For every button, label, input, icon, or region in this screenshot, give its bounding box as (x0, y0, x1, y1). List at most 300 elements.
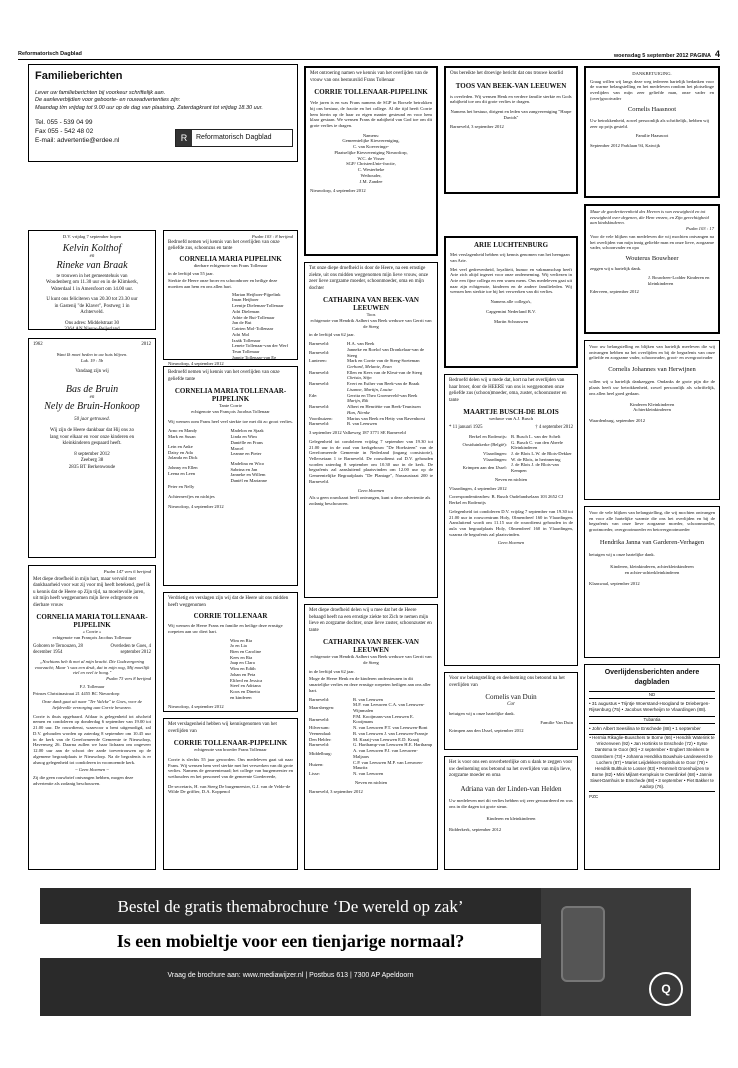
ad-signature: Namens alle collega's, (490, 299, 532, 305)
page-info: woensdag 5 september 2012 PAGINA 4 (613, 49, 720, 59)
ad-note: ~ Geen bloemen ~ (75, 767, 109, 773)
family-place: Barneveld: (309, 381, 330, 387)
ad-note: Als u geen rouwkaart heeft ontvangen, kunt u deze advertentie als zodanig beschouwen. (309, 495, 431, 507)
ad-adriana-van-der-linden (444, 756, 578, 870)
family-member: B. van Leeuwen (353, 696, 383, 702)
family-place: Barneveld: (309, 742, 330, 748)
signatory: Jo en Lia (230, 643, 247, 649)
signatory: Johan en Peta (230, 671, 256, 677)
ad-arie-luchtenburg (444, 236, 578, 368)
family-member: W. de Blois, in herinnering (511, 456, 561, 462)
ad-headline: Bestel de gratis themabrochure ‘De wereld op zak’ (117, 897, 464, 916)
signatory: Arno en Mandy (168, 428, 198, 434)
ad-kolthof (28, 230, 156, 333)
ad-signature: F.J. Tollenaar (79, 683, 105, 689)
signatory: Sabrina en Jan (230, 466, 258, 472)
ad-cornelia-family (28, 565, 156, 870)
ad-verse-ref: Psalm 103 : 17 (686, 226, 714, 232)
signatory: Leentje Dieleman-Tollenaar (232, 303, 284, 309)
ad-note: Sterkte de Heere onze broer en schoonbroer en heilige deze moeiten aan hem en ons allen hart. (168, 278, 278, 289)
mediawijzer-logo: Q (649, 972, 683, 1006)
overlijdensberichten-andere-dagbladen (584, 664, 720, 870)
rd-logo: R Reformatorisch Dagblad (175, 129, 293, 147)
ad-date: Ederveen, september 2012 (590, 289, 639, 295)
signatory: Jolanda en Dick (168, 455, 198, 461)
ad-body: Voor de vele blijken van medeleven die wij mochten ontvangen na het overlijden van mijn innig geliefde man en onze lieve, zorgzame vader, schoonvader en opa (590, 233, 714, 251)
signatory: Namens: (362, 132, 380, 138)
deceased-name: Cornelis Haasnoot (627, 105, 677, 113)
ad-address: 3 september 2012 Valkeweg 187 3771 SE Barneveld (309, 430, 406, 436)
ad-body: Corrie is slechts 55 jaar geworden. Ons medeleven gaat uit naar Frans. Wij wensen hem veel sterkte met het verwerken van dit grote verlies. Namens de gemeenteraad; het college van burgemeester en wethouders en het personeel van de gemeente Goedereede, (168, 756, 293, 779)
ad-note: Wij wensen de Heere Frans en familie en heilige deze ernstige roepeten aan uw diert hart. (168, 623, 283, 634)
fb-info-1: Lever uw familieberichten bij voorkeur schriftelijk aan. (35, 89, 166, 96)
family-member: G. Harthamp-van Leeuwen H.E. Harthamp (353, 742, 433, 748)
ad-date: Nieuwdorp, 4 september 2012 (168, 360, 224, 366)
ad-signature: Capgemini Nederland B.V. (486, 308, 536, 314)
ad-note: Geen bloemen (357, 487, 385, 493)
signatory: Iman Heijboer (232, 297, 259, 303)
ad-signature: Namens het bestuur, dirigent en leden van zangvereniging "Harpe Davids" (450, 109, 572, 120)
ad-date: Vlaardingen, 4 september 2012 (449, 485, 507, 491)
ad-text: D.V. vrijdag 7 september hopen (62, 234, 122, 239)
ad-corrie-sgp (304, 66, 438, 256)
family-member: N. van Leeuwen (353, 771, 384, 777)
ad-body: willen wij u hartelijk dankzeggen. Ondanks de grote pijn die de plaats heeft uw betrokkenheid, zowel persoonlijk als schriftelijk, ons allen heel goed gedaan. (589, 379, 715, 396)
ad-line: kleinkinderen gespaard heeft. (62, 441, 122, 447)
family-place: Veenendaal: (309, 730, 332, 736)
signatory: Bien en Caroline (230, 648, 262, 654)
family-member: H.A. van Beek (347, 341, 375, 347)
ad-line: te trouwen in het gemeentehuis van (56, 273, 128, 279)
family-list (309, 341, 433, 427)
deceased-name: CORRIE TOLLENAAR-PIJPELINK (173, 739, 288, 747)
family-member: Ellen en Kees van de Kleut-van de Steeg (347, 369, 423, 375)
ad-body: zeggen wij u hartelijk dank. (590, 266, 642, 272)
family-place: Barneveld: (309, 369, 330, 375)
ad-question: Is een mobieltje voor een tienjarige normaal? (40, 924, 541, 958)
ad-catharina-family (304, 262, 438, 598)
ad-body (33, 274, 151, 334)
ad-body: Gelegenheid tot condoleren D.V. vrijdag 7 september van 19.30 tot 21.00 uur in rouwcentrum Holy, Olmendreef 160 in Vlaardingen. Aansluitend wordt om 11.15 uur de rouwdienst gehouden in de aula van begraafplaats Holy, Olmendreef 160 in Vlaardingen, waarna de begrafenis zal plaatsvinden. (449, 508, 573, 537)
deceased-name: CATHARINA VAN BEEK-VAN LEEUWEN (323, 296, 419, 313)
family-member: Albert en Henriëtte van Beek-Teunissen (347, 404, 421, 410)
family-member: J. de Blois J. de Blois-van Kempen (511, 462, 559, 474)
signatory: Koos en Dinetta (230, 689, 260, 695)
deceased-name: Cornelis van Duin (485, 693, 537, 701)
ad-title: DANKBETUIGING. (632, 71, 672, 76)
ad-verse-ref: Luk. 19 : 5b (80, 357, 104, 363)
ad-date: Waardenburg, september 2012 (589, 418, 646, 423)
signatories (310, 133, 432, 185)
ad-signature: Kinderen Kleinkinderen Achterkleinkinderen (629, 401, 675, 413)
ad-body (33, 428, 151, 471)
signatory: Jaap en Clara (230, 660, 255, 666)
ad-note: Zij die geen rouwbrief ontvangen hebben, mogen deze advertentie als zodanig beschouwen. (33, 774, 134, 786)
ad-body: Graag willen wij langs deze weg iedereen hartelijk bedanken voor de warme belangstelling en het medeleven rondom het plotselinge overlijden van mijn zeer geliefde man, onze vader en (over)grootvader (590, 78, 714, 101)
ad-toos-koor (444, 66, 578, 194)
signatory: Teun Tollenaar (232, 349, 260, 355)
oh-paper: • Hermia Rikaglie-Buuschers te Borne (66) • Hendrik Waterink te Vriezenveen (92) • Jan Hortinks te Enschede (72) • Sytse Dantsma te Goor (80) • 2 september • Engbert Steinkers te Gramsbern (73) • Johanna Hendrika Bouwhuis-Landeweerd te Lochem (87) • Mariet Leijdekkers-Spitshuis te Goor (78) • Hendrik Bulthuis te Losser (83) • Remmelt Groenhuijzen te Borne (82) • Mini Mijlant-Kempkuis te Overdinkel (68) • Jannie Siwet-Damhuis te Enschede (88) • 3 september • Piet Bakker te Aadorp (76). (589, 734, 715, 791)
family-member: B. van Leeuwen J. van Leeuwen-Fransje (353, 730, 428, 736)
signatory: Catrien Mol-Tollenaar (232, 326, 274, 332)
ad-dates (449, 425, 573, 431)
ad-body: Voor de vele blijken van belangstelling, die wij mochten ontvangen en voor alle hartelijke warmte die ons het overlijden en bij de begrafenis van onze lieve zorgzame moeder, schoonmoeder, grootmoeder, overgrootmoeder en betovergrootmoeder (589, 510, 715, 533)
deceased-name: ARIE LUCHTENBURG (473, 241, 549, 249)
ad-year: 2012 (141, 342, 151, 347)
ad-intro: Verdrietig en verslagen zijn wij dat de Heere uit ons midden heeft weggenomen (168, 596, 289, 608)
family-place: Vlaardingen: (483, 456, 507, 462)
signatory: Plaatselijke Kiesvereniging Nieuwdorp, (334, 149, 408, 155)
email-link[interactable]: E-mail: advertentie@erdee.nl (35, 137, 120, 145)
family-place: Krimpen aan den IJssel: (462, 465, 507, 471)
ad-line: 3364 AN Nieuw-Beijerland (64, 327, 120, 333)
ad-sub: « Corrie » (82, 629, 102, 635)
ad-signature: Familie Haasnoot (635, 133, 669, 139)
signatory: Steef en Adriana (230, 683, 261, 689)
signatory: Mark en Susan (168, 434, 196, 440)
signatory: Daisy en Ada (168, 449, 193, 455)
ad-born: Goboren te Ternouzen, 28 december 1954 (33, 643, 83, 655)
ad-body: betuigen wij u onze hartelijke dank. (589, 552, 655, 558)
familieberichten-box (28, 64, 298, 162)
deceased-name: CORNELIA MARIA PIJPELINK (179, 254, 282, 263)
signatory: Adri Dieleman (232, 308, 260, 314)
ad-intro: Bedroefd delen wij u mede dat, kort na het overlijden van haar broer, door de HEERE van ons is weggenomen onze geliefde zus (schoon)moeder, oma, zuster, schoonzuster en tante (449, 378, 567, 403)
family-member: Christa, Stijn (347, 375, 372, 381)
ad-note: Wij wensen oom Frans heel veel sterkte toe met dit zo groot verlies. (168, 418, 293, 424)
ad-contact: Vraag de brochure aan: www.mediawijzer.nl | Postbus 613 | 7300 AP Apeldoorn (167, 972, 414, 979)
family-member: Marius van Beek en Hetty van Ravenhorst (347, 415, 426, 421)
ad-body: Gelegenheid tot condoleren vrijdag 7 september van 19.30 tot 21.00 uur in de zaal van kerkgebouw "De Hoeksteen" van de Gereformeerde Gemeente in Nederland (ingang consistorie), Vellerseiaan 1 te Barneveld. De rouwdienst zal D.V. gehouden worden zaterdag 8 september om 10.30 uur in de kerk. De begrafenis zal aansluitend plaatsvinden om 12.00 uur op de Gemeentelijke Begraafplaats "De Plantage", Nassaustraat 200 te Barneveld. (309, 438, 433, 484)
ad-note: Moge de Heere Henk en de kinderen ondersteunen in dit smartelijke verlies en deze ernstige roepeten heiligen aan ons aller hart. (309, 676, 431, 693)
family-place: Oostduinkerke (België): (462, 442, 507, 448)
ad-intro: Bedroefd nemen wij kennis van het overlijden van onze geliefde tante (168, 370, 280, 382)
fax: Fax 055 - 542 48 02 (35, 128, 94, 136)
deceased-name: CORNELIA MARIA TOLLENAAR-PIJPELINK (36, 613, 148, 630)
ad-intro: Met diepe droefheid in mijn hart, maar vervuld met dankbaarheid voor wat zij voor mij heeft betekend, geef ik u kennis dat de Heere op Zijn tijd, na moeitevolle jaren, uit mijn heeft weggenomen mijn lieve echtgenote en dierbare vrouw (33, 576, 151, 608)
ad-line: Waterdaal 1 in Amersfoort om 14.00 uur. (50, 286, 134, 292)
ad-line: Achterveld. (80, 310, 104, 316)
family-place: Barneveld: (309, 341, 330, 347)
ad-note: Onze dank gaat uit naar "Ter Valcke" te Goes, voor de liefdevolle verzorging aan Corrie bewezen. (41, 699, 142, 710)
ad-body: Uw medeleven met dit verlies hebben wij zeer gewaardeerd en was ons in die dagen tot grote steun. (449, 798, 573, 809)
ad-date: Krimpen aan den IJssel, september 2012 (449, 728, 524, 734)
signatory: Daniëlle en Frans (230, 439, 263, 445)
ad-date: Barneveld, 3 september 2012 (309, 788, 363, 794)
ad-signature: Neven en nichten (354, 779, 388, 785)
oh-title: Overlijdensberichten andere dagbladen (604, 669, 700, 686)
phone-icon (561, 906, 605, 982)
ad-text: en (89, 394, 95, 400)
ad-intro: Tot onze diepe droefheid is door de Heere, na een ernstige ziekte, uit ons midden weggenomen mijn lieve vrouw, onze zeer lieve zorgzame moeder, schoonmoeder, oma en mijn dochter (309, 266, 429, 291)
ad-verse: Want Ik moet heden in uw huis blijven. (56, 351, 128, 357)
ad-text: en (89, 253, 95, 259)
family-member: Evert en Esther van Beek-van de Braak (347, 381, 420, 387)
signatory: Wethouder, (360, 172, 382, 178)
ad-sub: weduwe van A.J. Busch (488, 416, 534, 422)
signatory: Martan Heijboer-Pijpelink (232, 291, 281, 297)
ad-intro: Met verslagenheid hebben wij kennisgenomen van het overlijden van (168, 722, 277, 734)
ad-line: in Gastenij "de Klaver", Postweg 1 in (54, 303, 130, 309)
ad-body: betuigen wij u onze hartelijke dank. (449, 711, 515, 716)
ad-quote-ref: Psalm 73 vers 8 berijmd (106, 675, 151, 681)
family-place: Ede: (309, 392, 318, 398)
ad-body: Corrie is thuis opgebaard. Afdaar is gelegenheid tot afscheid nemen en condoleren op donderdag 6 september van 19.00 tot 21.00 uur. De rouwdienst, waarvoor u bent uitgenodigd, zal D.V. gehouden worden op zaterdag 8 september om 10.45 uur in de kerk van de Gereformeerde Gemeente te Nieuwdorp, Havenweg 26. Daarna zullen we haar lichaam om ongeveer 12.00 uur aan de schoot der aarde toevertrouwen op de algemene begraafplaats te Nieuwdorp. Na de begrafenis is er alsnog gelegenheid tot condoleren in voornoemde kerk. (33, 713, 151, 765)
ad-date: Nieuwdorp, 4 september 2012 (168, 703, 224, 709)
signatory: Kees en Ria (230, 654, 253, 660)
family-place: Barneveld: (309, 349, 330, 355)
deceased-name: MAARTJE BUSCH-DE BLOIS (463, 408, 559, 416)
person-name: Nely de Bruin-Honkoop (44, 400, 140, 412)
ad-intro: Ons bereikte het droevige bericht dat ons trouwe koorlid (450, 71, 564, 76)
ad-text: 50 jaar getrouwd. (74, 416, 110, 422)
signatory: W.C. de Visser (357, 155, 385, 161)
ad-body: Uw betrokkenheid, zowel persoonlijk als schriftelijk, hebben wij zeer op prijs gesteld. (590, 117, 710, 129)
signatory: Adrie de But-Tollenaar (232, 314, 275, 320)
signatory: Leanne en Pieter (230, 451, 262, 457)
ad-signature: J. Bouwheer-Lodder Kinderen en kleinkinderen (648, 275, 710, 286)
family-place: Barneveld: (309, 404, 330, 410)
signatories (230, 638, 293, 701)
oh-paper: Tubantia (589, 716, 715, 724)
ad-body: Voor uw belangstelling en blijken van hartelijk meeleven die wij ontvangen hebben na het overlijden en bij de begrafenis van onze geliefde en zorgzame vader, schoonvader, groot- en overgrootvader (589, 344, 715, 361)
mediawijzer-advertisement[interactable] (40, 888, 691, 1016)
signatory: Daniël en Marianne (230, 478, 267, 484)
ad-sub: Tante Corrie (218, 403, 243, 409)
deceased-name: Wouterus Bouwheer (625, 255, 679, 263)
deceased-name: Hendrika Janna van Garderen-Verhagen (599, 538, 705, 546)
deceased-name: Cornelis Johannes van Herwijnen (608, 366, 696, 374)
signatory: Jannie Tollenaar-van Ee (232, 354, 277, 360)
family-member: G. Busch C. van den Abeele Kleinkinderen (511, 439, 563, 451)
ad-cornelis-van-herwijnen (584, 340, 720, 500)
ad-line: 8 september 2012 (74, 451, 110, 457)
oh-paper: ND (589, 691, 715, 699)
family-place: Lunteren: (309, 358, 327, 364)
ad-intro: Bedroefd nemen wij kennis van het overlijden van onze geliefde zus, schoonzus en tante (168, 239, 280, 252)
signatory: Madelon en Sjaak (230, 428, 264, 434)
family-place: Maarsbergen: (309, 705, 335, 711)
ad-body: Vele jaren is en was Frans namens de SGP in Borsele betrokken bij ons bestuur, de fractie en het college. Al die tijd heeft Corrie hem hierin op de haar zo eigen manier gesteund en voor hem klaar gestaan. We wensen Frans de nabijheid van God toe om dit grote verlies te dragen. (310, 100, 432, 128)
signatory: en kinderen (230, 694, 252, 700)
signatory: Wim en Edith (230, 666, 256, 672)
signatory: SGP/ ChristenUnie-fractie, (346, 161, 396, 167)
ad-photo (541, 888, 691, 1016)
ad-sub: echtgenote van Hendrik Aalbert van Beek weduwe van Gerrit van de Steeg (310, 654, 432, 665)
signatory: C. Westerbeke (357, 167, 385, 173)
ad-cornelis-van-duin (444, 672, 578, 750)
rd-logo-icon: R (176, 130, 192, 146)
ad-date: Ridderkerk, september 2012 (449, 827, 502, 833)
oh-list: • John Albert Seesilina te Enschede (88) • 1 september (589, 725, 701, 731)
family-place: Barneveld: (309, 696, 330, 702)
ad-died: † 4 september 2012 (535, 424, 573, 430)
ad-date: September 2012 Parklaan 94, Katwijk (590, 143, 661, 148)
ad-signature: Familie Van Duin (540, 719, 573, 725)
person-name: Kelvin Kolthof (62, 242, 122, 254)
ad-verse-ref: Psalm 103 : 8 berijmd (251, 234, 293, 239)
family-place: Den Helder: (309, 736, 332, 742)
ad-signature: De secretaris, H. van Steeg De burgemeester, G.J. van de Velde-de Wilde De griffier, D.A. Koppenol (168, 783, 291, 795)
family-place: Lisse: (309, 771, 320, 777)
ad-body: is overleden. Wij wensen Henk en verdere familie sterkte en Gods nabijheid toe om dit grote verlies te dragen. (450, 93, 572, 105)
ad-signature: Kinderen en kleinkinderen (486, 815, 536, 821)
signatory: Johnny en Ellen (168, 464, 198, 470)
ad-de-bruin (28, 338, 156, 558)
ad-intro: Met diepe droefheid delen wij u mee dat het de Heere behaagd heeft na een ernstige ziekte tot Zich te nemen mijn lieve en zorgzame dochter, onze lieve zuster, schoonzuster en tante (309, 608, 432, 633)
deceased-name: Adriana van der Linden-van Helden (460, 784, 562, 793)
family-member: Mark en Corrie van de Steeg-Soeteman (347, 358, 420, 364)
family-list (449, 434, 573, 474)
ad-text: Vandaag zijn wij (75, 369, 109, 375)
ad-sub: echtgenote van François Jacobus Tollenaar (191, 408, 270, 414)
signatory: Wim en Ria (230, 637, 253, 643)
fb-info-2: De aanleverbijdien voor geboorte- en rouwadvertenties zijn: (35, 97, 181, 104)
family-member: C.P. van Leeuwen M.P. van Leeuwen-Mauritz (353, 759, 424, 771)
ad-date: Barneveld, 3 september 2012 (450, 124, 504, 130)
family-member: Gerhard, Melanie, Evan (347, 363, 392, 369)
ad-intro: Het is voor ons een onverbeterlijke om u dank te zeggen voor uw deelneming ons betoond na het overlijden van mijn lieve, zorgzame moeder en oma (449, 760, 573, 778)
phone: Tel. 055 - 539 04 99 (35, 119, 93, 127)
signatory: Linda en Wim (230, 434, 257, 440)
ad-line: 2835 BT Berkenwoude (68, 464, 116, 470)
ad-year: 1962 (33, 342, 43, 347)
signatory: Izaäk Tollenaar (232, 337, 261, 343)
ad-line: Ons adres: Middelstraat 30 (64, 320, 120, 326)
signatory: Peter en Nelly (168, 484, 195, 490)
ad-intro: Met verslagenheid hebben wij kennis genomen van het heengaan van Arie. (450, 252, 570, 263)
signatory: Leena en Leen (168, 470, 196, 476)
ad-note: Geen bloemen (497, 539, 525, 545)
signatory: Elifred en Jessica (230, 677, 263, 683)
ad-intro: Voor uw belangstelling en deelneming ons betoond na het overlijden van (449, 676, 565, 688)
ad-dates (33, 644, 151, 656)
ad-address: Prinses Christinastraat 21 4455 BC Nieuwdorp (33, 691, 120, 697)
ad-died: Overleden te Goes, 4 september 2012 (110, 643, 151, 655)
ad-age: in de leeftijd van 62 jaar. (309, 668, 355, 674)
oh-list: • 31 augustus • Trijntje Woerstand-Hoogland te Driebergen-Rijsenburg (75) • Jacobus Weerheijm te Vlaardingen (88). (589, 700, 710, 713)
family-member: B. van Leeuwen (347, 421, 377, 427)
ad-sub: dierbare echtgenote van Frans Tollenaar (193, 262, 268, 268)
ad-verse-ref: Psalm 147 vers 6 berijmd (103, 569, 151, 574)
ad-quote: „Nochtans heb ik met al mijn kracht. Die Godsvergering voorzacht; Maar 't was een druk, dat in mijn oog, Mij moeilijk viel en veel te hoog." (34, 658, 150, 676)
ad-date: Nieuwdorp, 4 september 2012 (310, 188, 366, 194)
ad-sub: echtgenote van François Jacobus Tollenaar (52, 635, 132, 641)
ad-line: U kunt ons feliciteren van 20.30 tot 23.30 uur (46, 297, 138, 303)
ad-sub: echtgenote van broeder Frans Tollenaar (194, 747, 267, 753)
deceased-name: CORRIE TOLLENAAR (193, 612, 268, 620)
ad-sub: echtgenote van Hendrik Aalbert van Beek weduwe van Gerrit van de Steeg (310, 317, 432, 329)
fb-title: Familieberichten (35, 70, 123, 82)
deceased-name: CATHARINA VAN BEEK-VAN LEEUWEN (323, 638, 419, 655)
family-member: M. Kraaij-van Leeuwen E.D. Kraaij (353, 736, 420, 742)
ad-intro: Met ontroering namen we kennis van het overlijden van de vrouw van ons bestuurslid Frans Tollenaar (310, 71, 428, 83)
signatory: Marcel (230, 445, 244, 451)
ad-signature: Martin Schrauwen (493, 318, 529, 324)
family-member: N. van Leeuwen P.T. van Leeuwen-Bont (353, 725, 428, 731)
family-place: Hilversum: (309, 725, 330, 731)
signatory: Madelina en Wico (230, 460, 265, 466)
family-member: P.M. Kooijmans-van Leeuwen E. Kooijmans (353, 713, 414, 725)
ad-age: in de leeftijd van 55 jaar. (168, 270, 214, 276)
ad-line: Zeeberg 38 (80, 458, 104, 464)
ad-age: in de leeftijd van 62 jaar. (309, 332, 355, 338)
signatory: C. van Koeveringe- (352, 144, 390, 150)
family-member: J. de Blois L.W. de Blois-Dekker (511, 450, 572, 456)
ad-born: * 11 januari 1925 (449, 424, 483, 430)
ad-signature: Kinderen, kleinkinderen, achterkleinkinderen en achter-achterkleinkinderen (610, 563, 694, 575)
signatory: J.M. Zandee (359, 178, 383, 184)
family-list (309, 697, 433, 777)
oh-list: PZC (589, 793, 599, 799)
family-place: Middelburg: (309, 750, 332, 756)
signatory: Lenete Tollenaar-van der Werf (232, 343, 289, 349)
page-header (18, 48, 720, 60)
family-member: Janneke en Roelof van Dronkelaar-van de Steeg (347, 346, 425, 358)
ad-address: Correspondentieadres: B. Busch Oudelandselaan 103 2652 CJ Berkel en Rodenrijs (449, 494, 564, 506)
fb-info-3: Maandag t/m vrijdag tot 9.00 uur op de dag van plaatsing. Zaterdagkrant tot vrijdag 18.30 uur. (35, 104, 263, 111)
family-member: Han, Nienke (347, 409, 370, 415)
ad-line: lang voor elkaar en voor onze kinderen en (49, 434, 135, 440)
signatories (168, 428, 293, 490)
signatory: Janneke en Willem (230, 472, 266, 478)
ad-corrie-gemeente (163, 718, 298, 870)
family-member: Marijn, Rik (347, 398, 369, 404)
family-member: Lisanne, Martijn, Louise (347, 386, 393, 392)
signatory: Lein en Anke (168, 443, 193, 449)
family-member: B. Busch L. van der Schelt (511, 433, 561, 439)
signatory: Gemeentelijke Kiesvereniging, (342, 138, 400, 144)
family-place: Barneveld: (309, 716, 330, 722)
ad-cornelia-siblings (163, 230, 298, 366)
ad-date: Nieuwdorp, 4 september 2012 (168, 503, 224, 509)
deceased-name: CORRIE TOLLENAAR-PIJPELINK (314, 88, 428, 96)
ad-signature: Achternevfjes en nichtjes (168, 494, 215, 500)
signatory: Adri Mol (232, 331, 250, 337)
newspaper-name: Reformatorisch Dagblad (18, 51, 82, 57)
ad-corrie-tollenaar (163, 592, 298, 712)
person-name: Rineke van Braak (56, 259, 128, 271)
ad-hendrika-van-garderen (584, 506, 720, 658)
ad-years (33, 342, 151, 348)
ad-line: Woudenberg om 11.30 uur en in de Klimkerk, (46, 280, 138, 286)
ad-verse: Maar de goedertierenheid des Heeren is van eeuwigheid en tot eeuwigheid over degenen, die Hem vrezen, en Zijn gerechtigheid aan kindskinderen. (590, 209, 709, 226)
ad-sub: Toos (366, 312, 376, 318)
ad-catharina-siblings (304, 604, 438, 870)
person-name: Bas de Bruin (65, 383, 119, 395)
ad-cornelia-tante (163, 366, 298, 586)
ad-sub: Cor (507, 701, 515, 707)
ad-maartje-busch (444, 374, 578, 666)
family-place: Berkel en Rodenrijs: (468, 433, 507, 439)
family-member: Gerrita en Theo Groeneveld-van Beek (347, 392, 418, 398)
page-number: 4 (714, 49, 720, 59)
family-member: M.F. van Leeuwen C.A. van Leeuwen-Wijnmalen (353, 702, 425, 713)
family-member: A. van Leeuwen P.J. van Leeuwen-Maljaars (353, 748, 418, 759)
ad-wouterus-bouwheer (584, 204, 720, 334)
ad-body: Met veel gedrevenheid, loyaliteit, humor en vakmanschap heeft Arie zich altijd ingezet voor onze onderneming. Wij verliezen in Arie een fijne collega en een warm mens. Ons medeleven gaat uit naar zijn echtgenote, kinderen en de andere familieleden. Wij wensen hen sterkte toe bij het verwerken van dit verlies. (450, 266, 572, 295)
deceased-name: CORNELIA MARIA TOLLENAAR-PIJPELINK (174, 387, 287, 404)
ad-line: Wij zijn de Heere dankbaar dat Hij ons zo (50, 428, 134, 434)
family-place: Barneveld: (309, 421, 330, 427)
deceased-name: TOOS VAN BEEK-VAN LEEUWEN (455, 81, 567, 90)
signatory: Jan de But (232, 320, 252, 326)
ad-date: Klaaswaal, september 2012 (589, 581, 640, 587)
family-place: Vlaardingen: (483, 450, 507, 456)
family-place: Voorthuizen: (309, 415, 333, 421)
family-place: Huizen: (309, 762, 324, 768)
ad-signature: Neven en nichten (494, 476, 528, 482)
